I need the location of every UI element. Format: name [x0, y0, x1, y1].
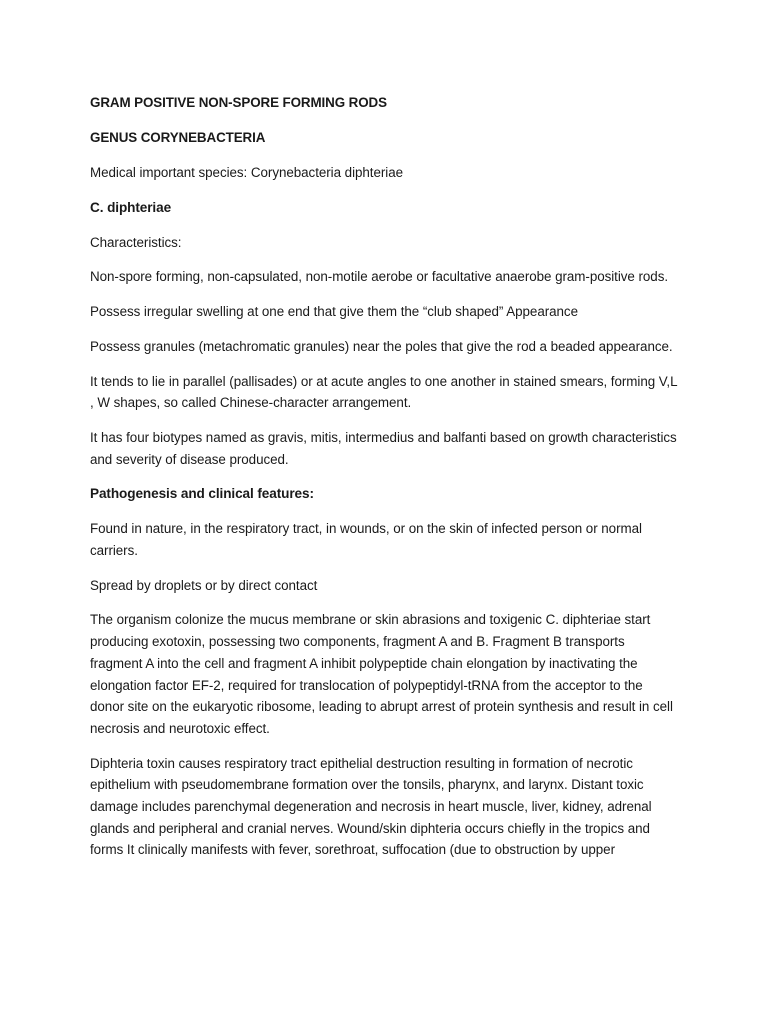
- pathogenesis-paragraph: Found in nature, in the respiratory tract, in wounds, or on the skin of infected person or normal carriers.: [90, 521, 642, 559]
- characteristic-paragraph: Possess irregular swelling at one end that give them the “club shaped” Appearance: [90, 304, 578, 320]
- characteristic-paragraph: It tends to lie in parallel (pallisades) or at acute angles to one another in stained smears, forming V,L , W shapes, so called Chinese-character arrangement.: [90, 373, 678, 411]
- document-title: GRAM POSITIVE NON-SPORE FORMING RODS: [90, 95, 387, 110]
- species-heading: C. diphteriae: [90, 199, 172, 215]
- pathogenesis-heading: Pathogenesis and clinical features:: [90, 486, 314, 502]
- pathogenesis-paragraph: Diphteria toxin causes respiratory tract epithelial destruction resulting in formation of necrotic epithelium with pseudomembrane formation over the tonsils, pharynx, and larynx. Distant toxic damage includes parenchymal degeneration and necrosis in heart muscle, liver, kidney, adrenal glands and peripheral and cranial nerves. Wound/skin diphteria occurs chiefly in the tropics and forms It clinically manifests with fever, sorethroat, suffocation (due to obstruction by upper: [90, 755, 652, 858]
- characteristic-paragraph: Non-spore forming, non-capsulated, non-motile aerobe or facultative anaerobe gram-positive rods.: [90, 269, 669, 285]
- characteristic-paragraph: It has four biotypes named as gravis, mitis, intermedius and balfanti based on growth characteristics and severity of disease produced.: [90, 429, 677, 467]
- characteristic-paragraph: Possess granules (metachromatic granules) near the poles that give the rod a beaded appearance.: [90, 338, 673, 354]
- pathogenesis-paragraph: The organism colonize the mucus membrane or skin abrasions and toxigenic C. diphteriae start producing exotoxin, possessing two components, fragment A and B. Fragment B transports fragment A into the cell and fragment A inhibit polypeptide chain elongation by inactivating the elongation factor EF-2, required for translocation of polypeptidyl-tRNA from the acceptor to the donor site on the eukaryotic ribosome, leading to abrupt arrest of protein synthesis and result in cell necrosis and neurotoxic effect.: [90, 612, 673, 736]
- species-line: Medical important species: Corynebacteria diphteriae: [90, 165, 403, 180]
- characteristics-label: Characteristics:: [90, 234, 182, 250]
- document-body: [90, 92, 680, 874]
- genus-heading: GENUS CORYNEBACTERIA: [90, 130, 266, 145]
- pathogenesis-paragraph: Spread by droplets or by direct contact: [90, 577, 318, 593]
